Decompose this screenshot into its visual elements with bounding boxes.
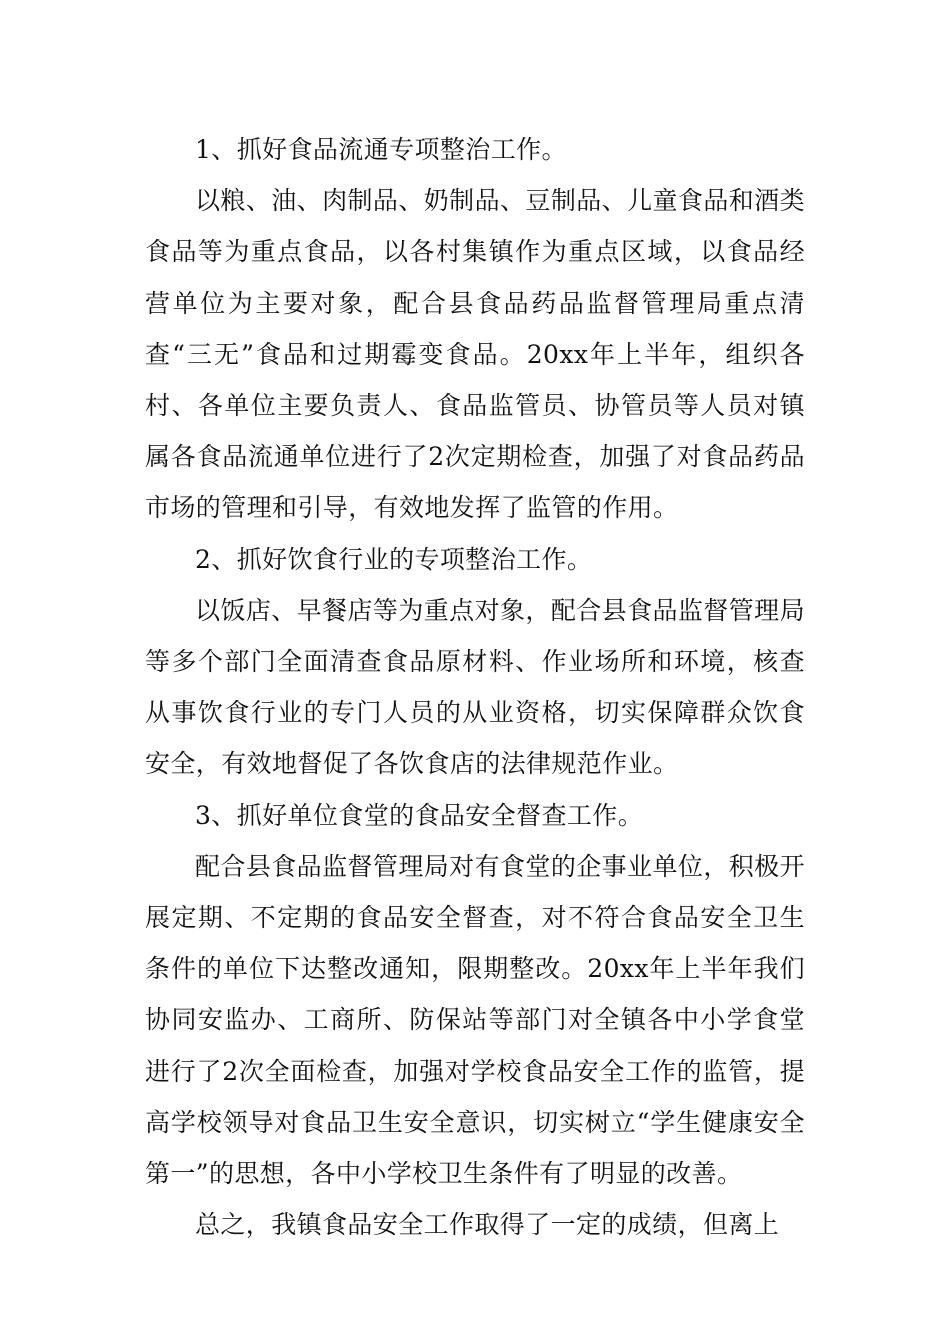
body-paragraph-4: 总之，我镇食品安全工作取得了一定的成绩，但离上 <box>195 1210 780 1240</box>
section-heading-2: 2、抓好饮食行业的专项整治工作。 <box>195 544 593 574</box>
body-paragraph-1: 以粮、油、肉制品、奶制品、豆制品、儿童食品和酒类食品等为重点食品，以各村集镇作为重点区域，以食品经营单位为主要对象，配合县食品药品监督管理局重点清查“三无”食品和过期霉变食品。20xx年上半年，组织各村、各单位主要负责人、食品监管员、协管员等人员对镇属各食品流通单位进行了2次定期检查，加强了对食品药品市场的管理和引导，有效地发挥了监管的作用。 <box>145 186 805 523</box>
body-paragraph-2: 以饭店、早餐店等为重点对象，配合县食品监督管理局等多个部门全面清查食品原材料、作业场所和环境，核查从事饮食行业的专门人员的从业资格，切实保障群众饮食安全，有效地督促了各饮食店的法律规范作业。 <box>145 595 805 779</box>
document-body <box>145 124 805 1250</box>
section-heading-3: 3、抓好单位食堂的食品安全督查工作。 <box>195 800 644 830</box>
body-paragraph-3: 配合县食品监督管理局对有食堂的企事业单位，积极开展定期、不定期的食品安全督查，对不符合食品安全卫生条件的单位下达整改通知，限期整改。20xx年上半年我们协同安监办、工商所、防保站等部门对全镇各中小学食堂进行了2次全面检查，加强对学校食品安全工作的监管，提高学校领导对食品卫生安全意识，切实树立“学生健康安全第一”的思想，各中小学校卫生条件有了明显的改善。 <box>145 851 805 1189</box>
section-heading-1: 1、抓好食品流通专项整治工作。 <box>195 135 567 164</box>
